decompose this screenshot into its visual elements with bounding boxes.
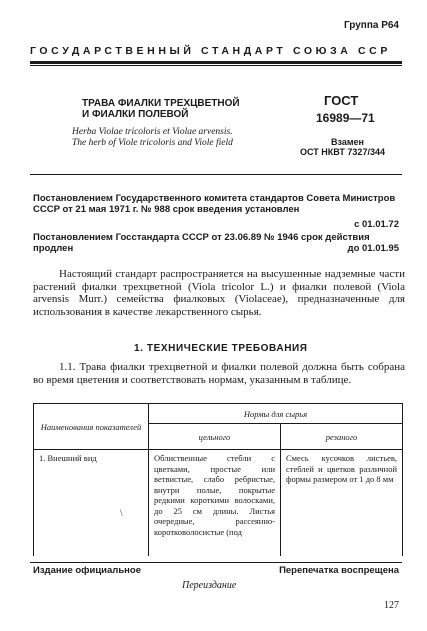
clause-1-1: 1.1. Трава фиалки трехцветной и фиалки полевой должна быть собрана во время цветения и соответствовать нормам, указанным в таблице. <box>33 361 405 386</box>
replaces-value: ОСТ НКВТ 7327/344 <box>300 147 385 157</box>
row-indicator: 1. Внешний вид <box>39 453 97 463</box>
decree-2-date: до 01.01.95 <box>347 243 399 254</box>
row-indicator-cell <box>34 450 149 556</box>
row-whole-cell <box>149 450 281 556</box>
norms-table <box>33 403 403 556</box>
col-indicator-header: Наименования показателей <box>34 404 149 450</box>
page-number: 127 <box>384 600 399 611</box>
col-cut-header: резаного <box>281 424 403 450</box>
document-title <box>82 98 292 120</box>
gost-number: 16989—71 <box>316 111 375 125</box>
footer-rule <box>30 562 402 563</box>
reissue-label: Переиздание <box>182 580 237 591</box>
latin-line-2: The herb of Viole tricoloris and Viole field <box>72 137 233 148</box>
table-row <box>34 450 403 556</box>
gost-label: ГОСТ <box>324 93 359 108</box>
group-code: Группа Р64 <box>343 20 399 31</box>
section-title: 1. ТЕХНИЧЕСКИЕ ТРЕБОВАНИЯ <box>134 343 308 354</box>
title-line-2: И ФИАЛКИ ПОЛЕВОЙ <box>82 109 189 120</box>
section-rule <box>30 174 402 175</box>
decree-2: Постановлением Госстандарта СССР от 23.06.89 № 1946 срок действия продлен <box>33 232 370 254</box>
row-cut-cell <box>281 450 403 556</box>
replaces-label: Взамен <box>331 137 364 147</box>
official-edition: Издание официальное <box>33 565 141 576</box>
reprint-prohibited: Перепечатка воспрещена <box>279 565 399 576</box>
standard-header: ГОСУДАРСТВЕННЫЙ СТАНДАРТ СОЮЗА ССР <box>30 45 391 57</box>
header-rule-thin <box>30 65 402 66</box>
header-rule-thick <box>30 61 402 64</box>
decree-1: Постановлением Государственного комитета стандартов Совета Министров СССР от 21 мая 1971 г. № 988 срок введения установлен <box>33 193 396 215</box>
stray-mark: \ <box>120 508 123 518</box>
col-whole-header: цельного <box>149 424 281 450</box>
latin-title <box>72 127 312 148</box>
intro-paragraph: Настоящий стандарт распространяется на высушенные надземные части растений фиалки трехцветной (Viola tricolor L.) и фиалки полевой (Viola arvensis Murr.) семейства фиалковых (Violaceae), предназначенные для использования в качестве лекарственного сырья. <box>33 268 405 318</box>
decree-1-date: с 01.01.72 <box>354 219 399 230</box>
row-cut-value: Смесь кусочков листьев, стеблей и цветков различной формы размером от 1 до 8 мм <box>286 453 397 484</box>
row-whole-value: Облиственные стебли с цветками, простые или ветвистые, слабо ребристые, внутри полые, покрытые редкими короткими волосками, до 25 см длины. Листья очередные, рассеянно-коротковолосистые (под <box>154 453 275 537</box>
col-norms-header: Нормы для сырья <box>149 404 403 424</box>
title-line-1: ТРАВА ФИАЛКИ ТРЕХЦВЕТНОЙ <box>82 98 240 109</box>
latin-line-1: Herba Violae tricoloris et Violae arvensis. <box>72 127 233 137</box>
